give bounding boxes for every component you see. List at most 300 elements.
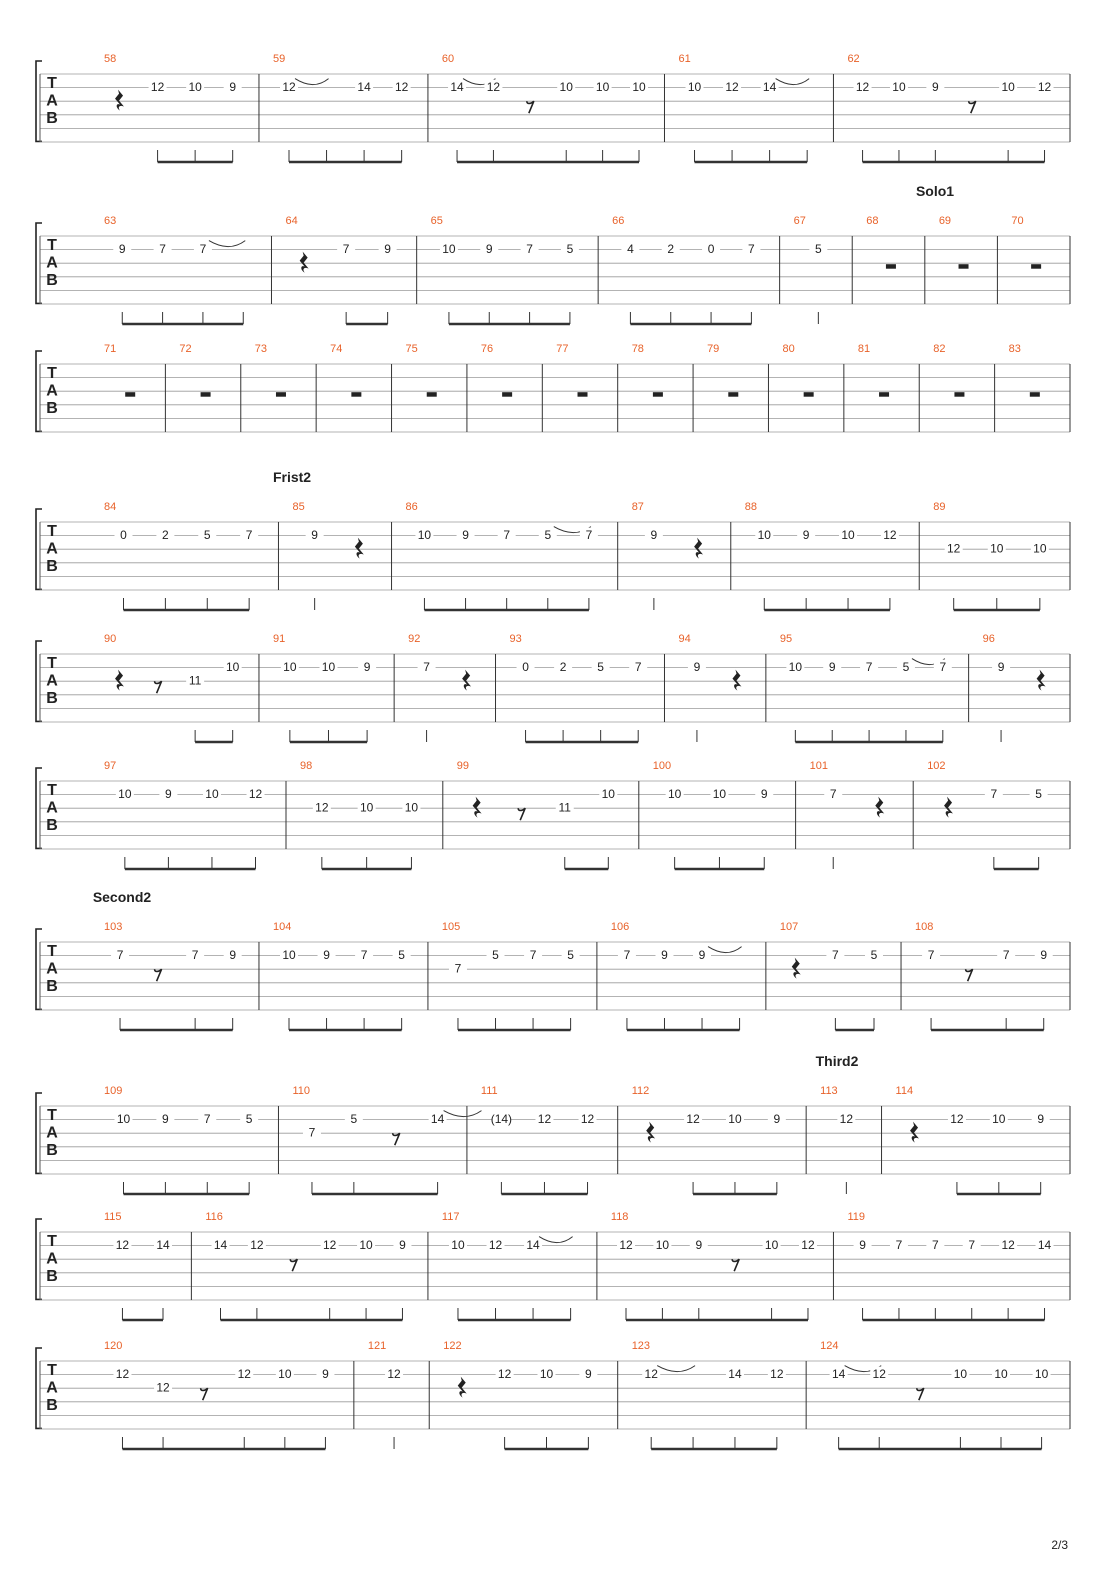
measure-number: 61 (678, 53, 691, 65)
measure (392, 501, 598, 610)
fret-number: 9 (399, 1238, 406, 1253)
measure-number: 120 (104, 1340, 123, 1352)
measure-number: 97 (104, 760, 117, 772)
fret-number: 9 (118, 242, 126, 257)
half-rest (427, 392, 437, 397)
fret-number: 10 (712, 787, 727, 802)
measure-number: 122 (443, 1340, 462, 1352)
measure (104, 633, 242, 742)
fret-number: 9 (760, 787, 768, 802)
fret-number: 9 (698, 948, 706, 963)
fret-number: 5 (350, 1112, 358, 1127)
fret-number: 12 (322, 1238, 337, 1253)
measure (598, 215, 760, 324)
fret-number: 12 (1001, 1238, 1015, 1253)
measure (618, 1340, 786, 1449)
fret-number: 12 (872, 1367, 886, 1382)
fret-number: 12 (156, 1380, 170, 1395)
fret-number: 11 (558, 800, 571, 815)
tab-clef-letter: B (46, 558, 58, 575)
measure (286, 760, 420, 869)
fret-number: 7 (203, 1112, 211, 1127)
fret-number: 9 (311, 528, 318, 543)
fret-number: 9 (828, 660, 836, 675)
fret-number: 10 (559, 80, 573, 95)
fret-number: 14 (526, 1238, 540, 1253)
fret-number: 7 (503, 528, 511, 543)
fret-number: 10 (283, 660, 297, 675)
eighth-rest (155, 681, 162, 693)
fret-number: 5 (398, 948, 405, 963)
fret-number: 10 (118, 787, 132, 802)
measure-number: 112 (631, 1085, 650, 1097)
tab-clef-letter: A (46, 960, 58, 978)
measure-number: 101 (809, 760, 828, 772)
tab-clef-letter: T (47, 943, 57, 960)
measure-number: 88 (744, 501, 758, 513)
measure-number: 77 (556, 343, 569, 355)
fret-number: 12 (725, 80, 739, 95)
fret-number: 7 (529, 948, 537, 963)
sixteenth-rest (290, 1259, 297, 1271)
quarter-rest (115, 670, 124, 691)
fret-number: 7 (526, 242, 533, 257)
fret-number: 10 (992, 1112, 1006, 1127)
measure-number: 116 (205, 1211, 223, 1223)
measure-number: 110 (292, 1085, 311, 1097)
measure-number: 63 (104, 215, 117, 227)
fret-number: 9 (363, 660, 371, 675)
measure-number: 78 (631, 343, 644, 355)
tab-clef-letter: T (47, 655, 57, 672)
quarter-rest (115, 90, 124, 111)
fret-number: 10 (994, 1367, 1008, 1382)
quarter-rest (473, 797, 482, 818)
fret-number: 12 (237, 1367, 251, 1382)
fret-number: 5 (870, 948, 878, 963)
quarter-rest (355, 538, 364, 559)
fret-number: 7 (895, 1238, 903, 1253)
fret-number: 10 (953, 1367, 968, 1382)
fret-number: 12 (115, 1367, 130, 1382)
tie-arc (657, 1366, 695, 1372)
fret-number: 7 (634, 660, 642, 675)
measure-number: 100 (652, 760, 672, 772)
fret-number: 7 (423, 660, 430, 675)
measure (806, 1340, 1050, 1449)
measure (104, 501, 258, 610)
fret-number: 7 (191, 948, 199, 963)
measure-number: 119 (847, 1211, 865, 1223)
tab-system (36, 343, 1070, 432)
fret-number: 7 (829, 787, 837, 802)
tab-system (36, 889, 1070, 1030)
fret-number: 10 (841, 528, 855, 543)
measure-number: 104 (272, 921, 292, 933)
quarter-rest (732, 670, 741, 691)
fret-number: 12 (537, 1112, 552, 1127)
fret-number: 5 (245, 1112, 253, 1127)
measure (833, 1211, 1053, 1320)
measure-number: 109 (104, 1085, 123, 1097)
fret-number: 0 (522, 660, 529, 675)
fret-number: 10 (1033, 541, 1047, 556)
measure (618, 501, 703, 610)
tab-clef-letter: A (46, 382, 58, 400)
fret-number: 12 (950, 1112, 964, 1127)
half-rest (502, 392, 512, 397)
fret-number: 7 (1002, 948, 1010, 963)
measure (104, 1340, 334, 1449)
fret-number: 14 (831, 1367, 846, 1382)
tab-clef-letter: T (47, 75, 57, 92)
measure-number: 106 (610, 921, 630, 933)
measure (467, 1085, 597, 1194)
section-label: Frist2 (272, 469, 312, 485)
measure (833, 53, 1053, 162)
measure (104, 1211, 172, 1320)
tab-clef-letter: B (46, 1268, 58, 1285)
fret-number: 10 (359, 1238, 373, 1253)
fret-number: 10 (188, 80, 202, 95)
tab-system (36, 633, 1070, 742)
fret-number: 12 (250, 1238, 264, 1253)
fret-number: 2 (667, 242, 675, 257)
measure-number: 96 (982, 633, 995, 645)
eighth-rest (393, 1133, 400, 1145)
quarter-rest (910, 1122, 919, 1143)
fret-number: 10 (278, 1367, 292, 1382)
tab-system (36, 469, 1070, 610)
fret-number: 12 (883, 528, 897, 543)
eighth-rest (966, 969, 973, 981)
fret-number: 9 (802, 528, 810, 543)
measure (919, 501, 1049, 610)
measure (597, 921, 742, 1030)
fret-number: 7 (342, 242, 350, 257)
fret-number: 11 (188, 673, 202, 688)
measure-number: 111 (480, 1085, 498, 1097)
measure (259, 633, 376, 742)
eighth-rest (155, 969, 162, 981)
tie-arc (295, 79, 329, 85)
fret-number: 7 (308, 1125, 316, 1140)
half-rest (578, 392, 588, 397)
measure-number: 79 (707, 343, 720, 355)
quarter-rest (462, 670, 471, 691)
measure-number: 93 (509, 633, 522, 645)
fret-number: 9 (229, 80, 237, 95)
measure-number: 58 (104, 53, 117, 65)
fret-number: 12 (839, 1112, 854, 1127)
measure (104, 343, 135, 397)
measure (428, 1211, 573, 1320)
measure-number: 83 (1008, 343, 1021, 355)
fret-number: 10 (687, 80, 702, 95)
quarter-rest (646, 1122, 655, 1143)
sixteenth-rest (527, 101, 534, 113)
fret-number: 12 (947, 541, 961, 556)
quarter-rest (694, 538, 703, 559)
fret-number: 5 (597, 660, 604, 675)
measure-number: 69 (938, 215, 952, 227)
half-rest (201, 392, 211, 397)
fret-number: 9 (650, 528, 658, 543)
fret-number: 14 (728, 1367, 742, 1382)
fret-number: 14 (357, 80, 371, 95)
fret-number: 9 (462, 528, 469, 543)
sixteenth-rest (917, 1388, 924, 1400)
measure (259, 921, 411, 1030)
fret-number: 10 (655, 1238, 670, 1253)
section-label: Second2 (92, 889, 152, 905)
measure (104, 215, 245, 324)
fret-number: 14 (450, 80, 464, 95)
fret-number: 10 (321, 660, 336, 675)
measure (731, 501, 899, 610)
fret-number: 5 (567, 948, 574, 963)
measure-number: 82 (933, 343, 946, 355)
measure-number: 74 (330, 343, 343, 355)
fret-number: 10 (601, 787, 615, 802)
half-rest (886, 264, 896, 269)
fret-number: 9 (661, 948, 668, 963)
measure (104, 921, 242, 1030)
fret-number: 9 (229, 948, 237, 963)
tab-clef-letter: B (46, 690, 58, 707)
tab-clef-letter: B (46, 817, 58, 834)
measure (618, 1085, 786, 1194)
tab-clef-letter: B (46, 110, 58, 127)
fret-number: 12 (770, 1367, 784, 1382)
fret-number: 5 (544, 528, 552, 543)
tab-system (36, 760, 1070, 869)
measure (354, 1340, 403, 1449)
half-rest (653, 392, 663, 397)
fret-number: 10 (788, 660, 803, 675)
half-rest (1031, 264, 1041, 269)
measure-number: 92 (408, 633, 421, 645)
tab-clef-letter: B (46, 272, 58, 289)
fret-number: 9 (485, 242, 493, 257)
half-rest (276, 392, 286, 397)
fret-number: 7 (199, 242, 207, 257)
fret-number: 9 (773, 1112, 781, 1127)
tab-clef-letter: T (47, 782, 57, 799)
quarter-rest (458, 1377, 467, 1398)
tab-system (36, 1340, 1070, 1449)
half-rest (804, 392, 814, 397)
fret-number: 12 (315, 800, 329, 815)
half-rest (728, 392, 738, 397)
measure-number: 107 (779, 921, 799, 933)
measure-number: 115 (104, 1211, 122, 1223)
fret-number: 2 (162, 528, 169, 543)
measure-number: 67 (793, 215, 806, 227)
tab-system (36, 183, 1070, 324)
measure (664, 53, 809, 162)
measure (766, 921, 883, 1030)
measure-number: 102 (927, 760, 946, 772)
measure-number: 62 (847, 53, 860, 65)
fret-number: 5 (203, 528, 211, 543)
fret-number: 10 (892, 80, 906, 95)
fret-number: 10 (667, 787, 682, 802)
tab-clef-letter: A (46, 1379, 58, 1397)
fret-number: 14 (762, 80, 777, 95)
tab-clef-letter: B (46, 400, 58, 417)
measure-number: 91 (272, 633, 286, 645)
fret-number: 10 (442, 242, 456, 257)
measure (913, 760, 1047, 869)
fret-number: 7 (585, 528, 593, 543)
fret-number: 7 (454, 961, 462, 976)
fret-number: 10 (417, 528, 432, 543)
fret-number: 12 (644, 1367, 658, 1382)
measure-number: 94 (678, 633, 691, 645)
measure (882, 1085, 1050, 1194)
fret-number: 10 (728, 1112, 742, 1127)
measure-number: 70 (1011, 215, 1024, 227)
fret-number: 10 (764, 1238, 779, 1253)
measure-number: 121 (367, 1340, 387, 1352)
tab-clef-letter: B (46, 1397, 58, 1414)
tie-arc (209, 241, 245, 247)
measure (278, 1085, 481, 1194)
fret-number: 7 (990, 787, 998, 802)
section-label: Third2 (815, 1053, 859, 1069)
tab-clef-letter: T (47, 1107, 57, 1124)
measure-number: 75 (405, 343, 418, 355)
fret-number: 9 (162, 1112, 169, 1127)
fret-number: 14 (1037, 1238, 1052, 1253)
measure-number: 103 (104, 921, 123, 933)
fret-number: 2 (559, 660, 567, 675)
fret-number: 12 (150, 80, 165, 95)
fret-number: 7 (932, 1238, 939, 1253)
measure (278, 501, 363, 610)
fret-number: 7 (623, 948, 631, 963)
tab-clef-letter: A (46, 540, 58, 558)
measure-number: 59 (272, 53, 286, 65)
quarter-rest (944, 797, 953, 818)
measure (271, 215, 396, 324)
half-rest (125, 392, 135, 397)
tab-clef-letter: A (46, 1250, 58, 1268)
tab-clef-letter: A (46, 1124, 58, 1142)
fret-number: 7 (748, 242, 755, 257)
fret-number: 10 (990, 541, 1004, 556)
eighth-rest (969, 101, 976, 113)
tab-clef-letter: B (46, 978, 58, 995)
fret-number: 9 (695, 1238, 703, 1253)
fret-number: 10 (205, 787, 219, 802)
tab-clef-letter: A (46, 799, 58, 817)
fret-number: 14 (156, 1238, 170, 1253)
fret-number: 12 (1037, 80, 1052, 95)
fret-number: 5 (815, 242, 822, 257)
measure (766, 633, 952, 742)
eighth-rest (201, 1388, 208, 1400)
measure-number: 72 (179, 343, 192, 355)
fret-number: 9 (165, 787, 172, 802)
fret-number: 5 (492, 948, 499, 963)
fret-number: 12 (580, 1112, 595, 1127)
measure-number: 60 (441, 53, 455, 65)
fret-number: 5 (566, 242, 574, 257)
quarter-rest (792, 958, 801, 979)
measure (428, 53, 648, 162)
fret-number: 10 (595, 80, 610, 95)
fret-number: 10 (1034, 1367, 1049, 1382)
fret-number: (14) (490, 1112, 513, 1127)
measure (104, 760, 265, 869)
fret-number: 7 (939, 660, 947, 675)
tab-clef-letter: T (47, 237, 57, 254)
fret-number: 7 (245, 528, 253, 543)
fret-number: 14 (213, 1238, 228, 1253)
measure-number: 90 (104, 633, 117, 645)
measure (394, 633, 471, 742)
measure (969, 633, 1046, 742)
tie-arc (444, 1111, 482, 1117)
tab-system (36, 1211, 1070, 1320)
eighth-rest (732, 1259, 739, 1271)
section-label: Solo1 (915, 183, 955, 199)
tab-clef-letter: T (47, 523, 57, 540)
tab-clef-letter: T (47, 365, 57, 382)
measure (496, 633, 648, 742)
fret-number: 10 (282, 948, 296, 963)
measure-number: 118 (610, 1211, 629, 1223)
fret-number: 12 (855, 80, 870, 95)
measure (806, 1085, 855, 1194)
fret-number: 7 (927, 948, 935, 963)
tab-clef-letter: A (46, 254, 58, 272)
fret-number: 9 (859, 1238, 866, 1253)
measure (639, 760, 773, 869)
measure-number: 108 (915, 921, 934, 933)
fret-number: 10 (116, 1112, 131, 1127)
fret-number: 9 (693, 660, 701, 675)
measure (597, 1211, 817, 1320)
fret-number: 5 (1035, 787, 1042, 802)
fret-number: 0 (120, 528, 127, 543)
fret-number: 7 (116, 948, 124, 963)
measure-number: 124 (820, 1340, 839, 1352)
fret-number: 14 (430, 1112, 445, 1127)
fret-number: 10 (359, 800, 374, 815)
measure-number: 87 (631, 501, 644, 513)
measure-number: 95 (779, 633, 793, 645)
page-number: 2/3 (1051, 1538, 1068, 1552)
measure (443, 760, 618, 869)
tie-arc (776, 79, 810, 85)
measure-number: 99 (456, 760, 470, 772)
quarter-rest (1037, 670, 1046, 691)
measure (104, 1085, 258, 1194)
fret-number: 12 (394, 80, 409, 95)
measure-number: 73 (254, 343, 268, 355)
measure (780, 215, 828, 324)
measure-number: 81 (857, 343, 871, 355)
tab-clef-letter: T (47, 1362, 57, 1379)
measure-number: 80 (782, 343, 795, 355)
measure-number: 76 (480, 343, 494, 355)
tie-arc (539, 1237, 573, 1243)
measure-number: 66 (612, 215, 625, 227)
quarter-rest (875, 797, 884, 818)
